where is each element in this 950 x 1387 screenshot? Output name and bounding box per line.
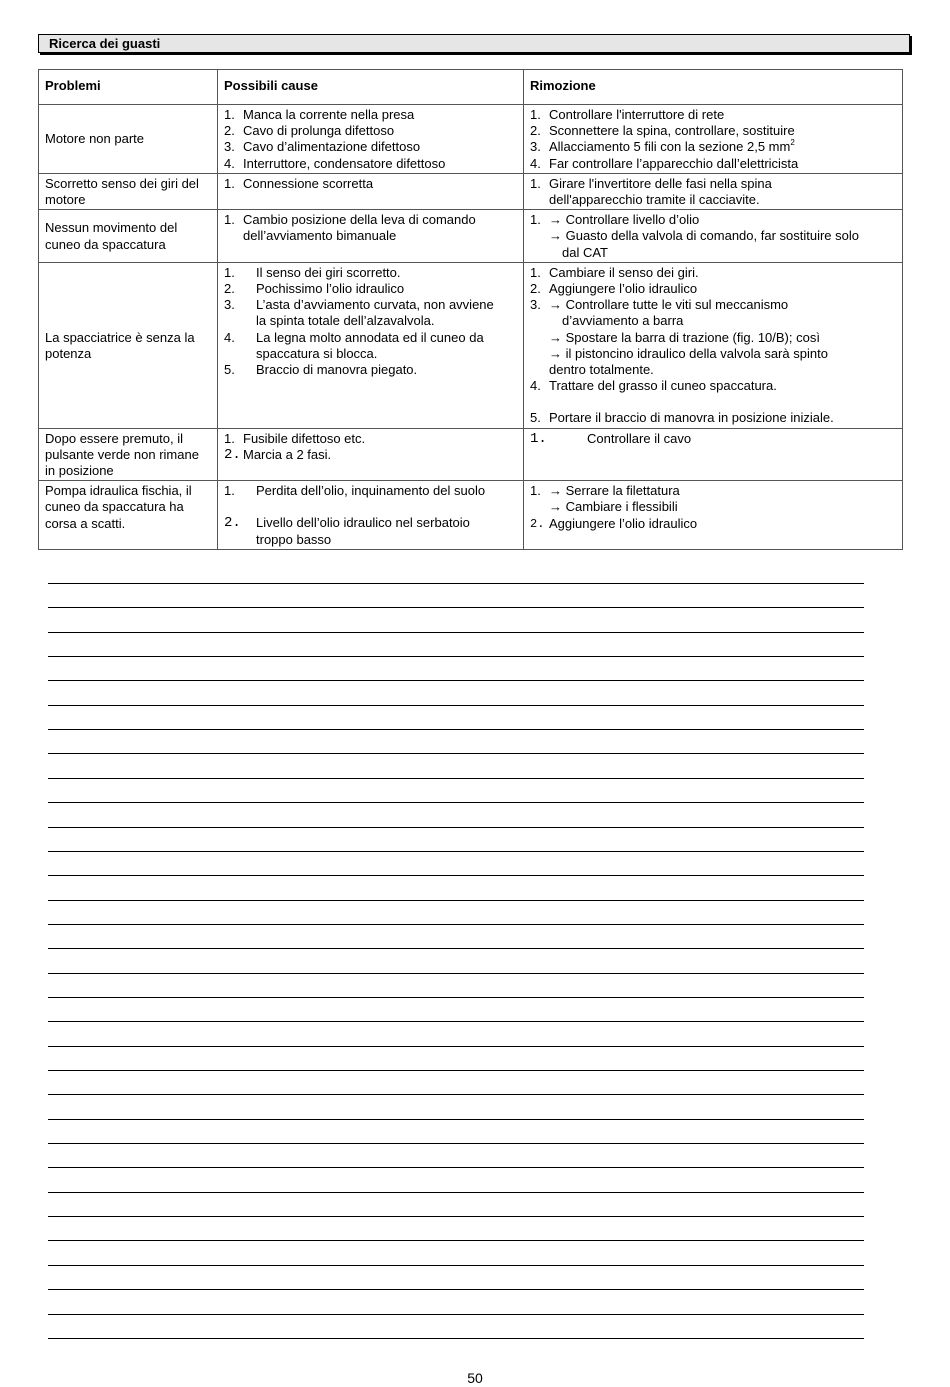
- cause-text: Pochissimo l’olio idraulico: [256, 281, 405, 297]
- note-line: [48, 1143, 864, 1144]
- note-line: [48, 997, 864, 998]
- troubleshooting-table: [38, 69, 903, 550]
- remedy-cell: [524, 428, 903, 481]
- cause-text: Fusibile difettoso etc.: [243, 430, 366, 446]
- cause-number: 1.: [224, 212, 235, 228]
- cause-number: 4.: [224, 329, 235, 345]
- cause-text: Braccio di manovra piegato.: [256, 362, 418, 378]
- note-line: [48, 1240, 864, 1241]
- remedy-number: 2.: [530, 516, 545, 531]
- note-line: [48, 607, 864, 608]
- remedy-number: 1.: [530, 107, 541, 122]
- remedy-text: Trattare del grasso il cuneo spaccatura.: [549, 378, 777, 394]
- remedy-text: dal CAT: [562, 244, 608, 260]
- problem-cell: Motore non parte: [39, 105, 218, 174]
- remedy-text: → Cambiare i flessibili: [549, 499, 678, 515]
- cause-text: La legna molto annodata ed il cuneo da: [256, 329, 484, 345]
- cause-number: 3.: [224, 139, 235, 155]
- table-row: [39, 262, 903, 428]
- cause-number: 1.: [224, 175, 235, 191]
- table-row: [39, 105, 903, 174]
- cause-number: 5.: [224, 362, 235, 378]
- remedy-number: 4.: [530, 378, 541, 394]
- causes-cell: [218, 173, 524, 209]
- cause-number: 1.: [224, 264, 235, 280]
- note-line: [48, 973, 864, 974]
- note-line: [48, 851, 864, 852]
- remedy-text: → Controllare livello d’olio: [549, 212, 700, 228]
- note-line: [48, 1265, 864, 1266]
- remedy-number: 1.: [530, 212, 541, 228]
- cause-number: 4.: [224, 155, 235, 171]
- note-line: [48, 705, 864, 706]
- note-line: [48, 875, 864, 876]
- cause-text: la spinta totale dell’alzavalvola.: [256, 313, 435, 329]
- note-line: [48, 924, 864, 925]
- remedy-number: 2.: [530, 123, 541, 139]
- note-line: [48, 729, 864, 730]
- cause-number: 2.: [224, 123, 235, 139]
- cause-number: 3.: [224, 297, 235, 313]
- note-line: [48, 1070, 864, 1071]
- table-header-row: [39, 70, 903, 105]
- cause-text: troppo basso: [256, 531, 332, 547]
- problem-cell: La spacciatrice è senza la potenza: [39, 262, 218, 428]
- cause-text: Cavo di prolunga difettoso: [243, 123, 395, 139]
- note-line: [48, 948, 864, 949]
- table-row: [39, 210, 903, 263]
- remedy-text: d’avviamento a barra: [562, 313, 684, 329]
- remedy-cell: [524, 105, 903, 174]
- note-line: [48, 656, 864, 657]
- causes-cell: [218, 428, 524, 481]
- note-line: [48, 1167, 864, 1168]
- cause-text: Connessione scorretta: [243, 175, 374, 191]
- superscript: 2: [790, 138, 795, 148]
- table-row: [39, 173, 903, 209]
- causes-cell: [218, 105, 524, 174]
- remedy-text: Portare il braccio di manovra in posizione iniziale.: [549, 410, 834, 426]
- remedy-text: Girare l'invertitore delle fasi nella spina: [549, 175, 772, 191]
- note-line: [48, 1314, 864, 1315]
- header-remedy: Rimozione: [524, 70, 903, 105]
- problem-cell: Nessun movimento del cuneo da spaccatura: [39, 210, 218, 263]
- remedy-cell: [524, 262, 903, 428]
- remedy-text: dentro totalmente.: [549, 362, 654, 378]
- remedy-text: Controllare l'interruttore di rete: [549, 107, 725, 122]
- cause-text: Manca la corrente nella presa: [243, 107, 415, 122]
- note-line: [48, 753, 864, 754]
- note-line: [48, 680, 864, 681]
- note-line: [48, 632, 864, 633]
- note-line: [48, 1021, 864, 1022]
- causes-cell: [218, 481, 524, 550]
- remedy-text: → il pistoncino idraulico della valvola sarà spinto: [549, 345, 828, 361]
- cause-text: Cavo d’alimentazione difettoso: [243, 139, 421, 155]
- remedy-text: Aggiungere l’olio idraulico: [549, 281, 698, 297]
- remedy-text: → Controllare tutte le viti sul meccanismo: [549, 297, 789, 313]
- remedy-number: 3.: [530, 139, 541, 155]
- cause-number: 1.: [224, 483, 235, 499]
- remedy-number: 5.: [530, 410, 541, 426]
- cause-text: spaccatura si blocca.: [256, 345, 378, 361]
- remedy-text: dell'apparecchio tramite il cacciavite.: [549, 192, 760, 208]
- problem-cell: Scorretto senso dei giri del motore: [39, 173, 218, 209]
- note-line: [48, 1119, 864, 1120]
- remedy-text: → Guasto della valvola di comando, far sostituire solo: [549, 228, 859, 244]
- remedy-number: 1.: [530, 483, 541, 499]
- cause-text: Perdita dell’olio, inquinamento del suolo: [256, 483, 486, 499]
- remedy-text: Controllare il cavo: [587, 430, 692, 446]
- cause-number: 1.: [224, 430, 235, 446]
- note-line: [48, 1192, 864, 1193]
- cause-text: L’asta d’avviamento curvata, non avviene: [256, 297, 494, 313]
- remedy-text: Aggiungere l’olio idraulico: [549, 515, 698, 531]
- cause-number: 2.: [224, 515, 241, 532]
- table-row: [39, 481, 903, 550]
- note-line: [48, 802, 864, 803]
- header-causes: Possibili cause: [218, 70, 524, 105]
- table-row: [39, 428, 903, 481]
- header-problems: Problemi: [39, 70, 218, 105]
- remedy-text: → Spostare la barra di trazione (fig. 10/B); così: [549, 329, 820, 345]
- section-title: Ricerca dei guasti: [38, 34, 910, 53]
- problem-cell: Pompa idraulica fischia, il cuneo da spaccatura ha corsa a scatti.: [39, 481, 218, 550]
- remedy-text: → Serrare la filettatura: [549, 483, 680, 499]
- remedy-number: 4.: [530, 155, 541, 171]
- cause-text: Cambio posizione della leva di comando: [243, 212, 476, 228]
- cause-text: Il senso dei giri scorretto.: [256, 264, 401, 280]
- remedy-text: Far controllare l’apparecchio dall’elettricista: [549, 155, 799, 171]
- note-line: [48, 1046, 864, 1047]
- note-line: [48, 827, 864, 828]
- note-line: [48, 1338, 864, 1339]
- remedy-number: 1.: [530, 430, 547, 447]
- cause-number: 2.: [224, 446, 241, 463]
- note-line: [48, 778, 864, 779]
- remedy-number: 3.: [530, 297, 541, 313]
- causes-cell: [218, 210, 524, 263]
- cause-text: Livello dell’olio idraulico nel serbatoio: [256, 515, 470, 531]
- note-line: [48, 1094, 864, 1095]
- causes-cell: [218, 262, 524, 428]
- remedy-number: 1.: [530, 264, 541, 280]
- note-line: [48, 900, 864, 901]
- remedy-number: 1.: [530, 175, 541, 191]
- remedy-cell: [524, 173, 903, 209]
- remedy-number: 2.: [530, 281, 541, 297]
- cause-number: 2.: [224, 281, 235, 297]
- note-line: [48, 1289, 864, 1290]
- note-line: [48, 1216, 864, 1217]
- problem-cell: Dopo essere premuto, il pulsante verde non rimane in posizione: [39, 428, 218, 481]
- remedy-text: Cambiare il senso dei giri.: [549, 264, 699, 280]
- page-number: 50: [467, 1370, 483, 1386]
- cause-text: Interruttore, condensatore difettoso: [243, 155, 446, 171]
- remedy-cell: [524, 210, 903, 263]
- cause-text: dell’avviamento bimanuale: [243, 228, 397, 244]
- cause-number: 1.: [224, 107, 235, 122]
- remedy-text: Allacciamento 5 fili con la sezione 2,5 mm: [549, 139, 791, 155]
- note-line: [48, 583, 864, 584]
- remedy-cell: [524, 481, 903, 550]
- remedy-text: Sconnettere la spina, controllare, sostituire: [549, 123, 795, 139]
- cause-text: Marcia a 2 fasi.: [243, 446, 332, 462]
